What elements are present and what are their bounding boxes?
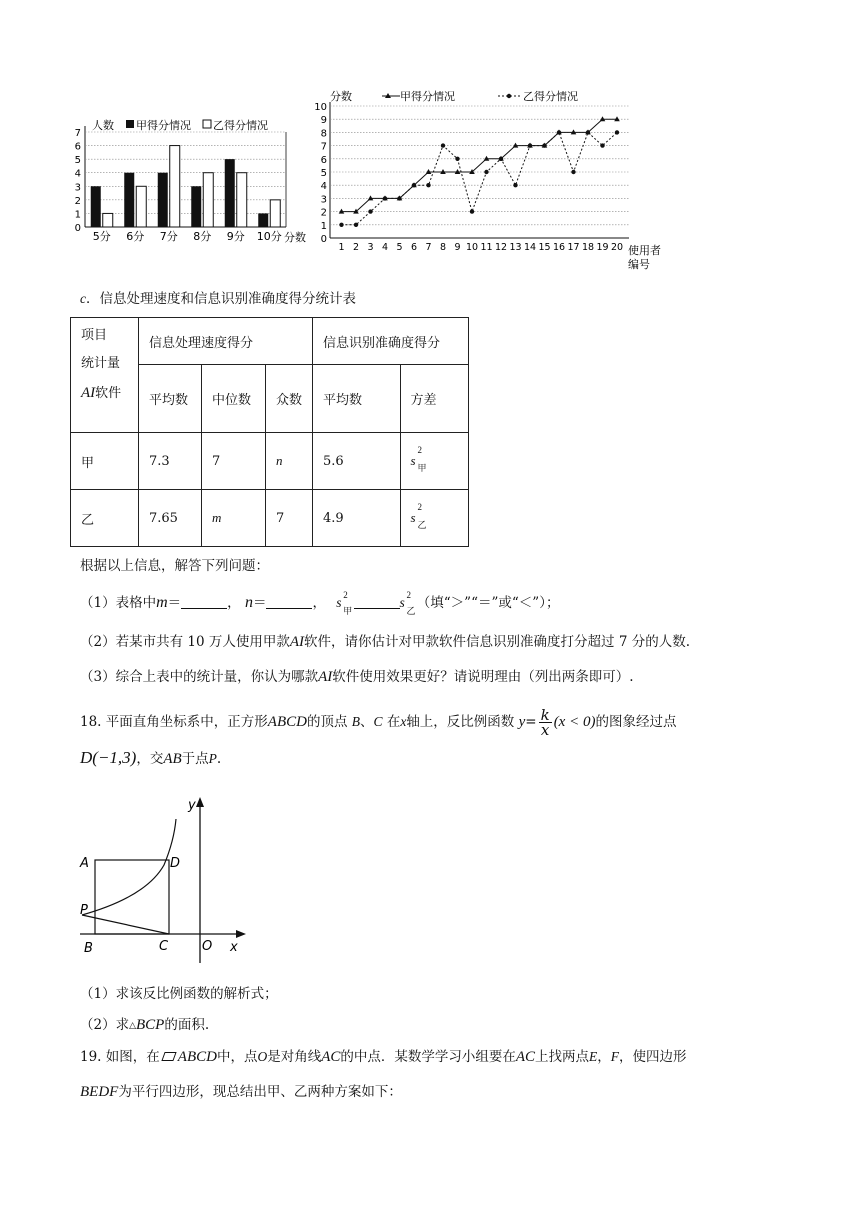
q19-AC2: AC: [515, 1049, 536, 1065]
q17-sup: 2: [406, 590, 412, 600]
point-jia: [614, 116, 620, 121]
q18-number: 18.: [80, 714, 102, 730]
row-yi-mode: 7: [266, 490, 313, 547]
q19-text-c: 是对角线: [267, 1049, 322, 1065]
point-yi: [484, 170, 488, 174]
col-mean-speed: 平均数: [139, 365, 202, 433]
q17-s-yi: s: [399, 595, 405, 610]
q17-sub-jia: 甲: [343, 606, 353, 616]
square-abcd: [95, 860, 169, 934]
line-y-tick-label: 9: [320, 115, 327, 127]
line-y-tick-label: 2: [320, 207, 327, 219]
table-header-software-label: 软件: [95, 386, 122, 401]
line-y-tick-label: 4: [320, 181, 327, 193]
point-yi: [499, 157, 503, 161]
line-x-tick-label: 9: [454, 242, 461, 253]
q18-eq: =: [525, 714, 537, 730]
q17-part1: [80, 590, 560, 616]
label-P: P: [80, 903, 88, 918]
bar-chart-ylabel: 人数: [92, 119, 114, 132]
label-A: A: [80, 856, 89, 871]
q19-text-d: 的中点．某数学学习小组要在: [340, 1049, 516, 1065]
bar-x-tick-label: 9分: [226, 230, 245, 243]
var-s: s: [410, 453, 416, 468]
legend-swatch-jia: [126, 120, 134, 128]
col-mean-accuracy: 平均数: [313, 365, 401, 433]
line-y-tick-label: 8: [320, 128, 327, 140]
line-legend-a: 甲得分情况: [400, 90, 455, 103]
q18-P: P: [208, 751, 217, 766]
bar-x-tick-label: 7分: [159, 230, 178, 243]
line-x-tick-label: 15: [538, 242, 551, 253]
answer-blank-compare[interactable]: [354, 594, 400, 609]
table-header-software: [81, 378, 138, 408]
q18-abcd: ABCD: [267, 714, 307, 730]
q18-text-f: ，交: [136, 751, 164, 767]
q17-p1-fill: （填“＞”“＝”或“＜”）；: [416, 595, 560, 611]
label-y: y: [188, 798, 196, 813]
table-header-ai: AI: [81, 385, 96, 401]
q18-line1: [80, 708, 676, 737]
var-sup: 2: [417, 502, 423, 512]
bar-chart: [72, 112, 322, 247]
q18-frac-x: x: [540, 721, 550, 739]
q18-frac-k: k: [540, 706, 550, 724]
q18-B: B: [351, 714, 360, 729]
q19-O: O: [257, 1049, 268, 1064]
row-jia-name: 甲: [71, 433, 139, 490]
point-yi: [600, 143, 604, 147]
q18-text-a: 平面直角坐标系中，正方形: [105, 714, 268, 730]
line-x-tick-label: 11: [480, 242, 493, 253]
line-chart-xlabel-1: 使用者: [628, 244, 661, 257]
line-x-tick-label: 19: [596, 242, 609, 253]
point-yi: [339, 223, 343, 227]
section-c-title: [80, 290, 356, 308]
bar-jia: [158, 173, 168, 227]
line-x-tick-label: 17: [567, 242, 580, 253]
q18-text-d: 轴上，反比例函数: [406, 714, 515, 730]
q17-intro: 根据以上信息，解答下列问题：: [80, 558, 269, 574]
q18-point-D: D(−1,3): [80, 748, 137, 767]
row-yi-median: m: [202, 490, 266, 547]
label-O: O: [202, 939, 213, 954]
bar-yi: [103, 213, 113, 227]
q17-p3-lead: （3）综合上表中的统计量，你认为哪款: [80, 669, 319, 685]
line-x-tick-label: 6: [410, 242, 418, 253]
q19-comma: ，: [597, 1049, 611, 1065]
line-x-tick-label: 20: [610, 242, 624, 253]
table-row: [71, 490, 469, 547]
row-jia-var: [400, 433, 468, 490]
point-yi: [383, 196, 387, 200]
bar-yi: [170, 146, 180, 227]
line-chart: [308, 86, 680, 276]
line-y-tick-label: 1: [320, 220, 327, 232]
q19-line2: [80, 1083, 402, 1101]
table-row: [71, 433, 469, 490]
q18-x: x: [400, 714, 407, 729]
point-yi: [615, 130, 619, 134]
q17-p1-n: n: [244, 594, 253, 611]
point-jia: [571, 129, 577, 134]
q18-figure: [76, 795, 256, 970]
table-header-accuracy: 信息识别准确度得分: [313, 318, 469, 365]
var-sub: 甲: [417, 463, 427, 473]
q18-s2-lead: （2）求: [80, 1017, 130, 1033]
label-B: B: [84, 941, 93, 956]
stats-table: [70, 317, 469, 547]
bar-jia: [258, 213, 268, 227]
bar-y-tick-label: 4: [74, 168, 81, 180]
point-yi: [426, 183, 430, 187]
row-yi-mean: 7.65: [139, 490, 202, 547]
bar-yi: [203, 173, 213, 227]
line-x-tick-label: 7: [425, 242, 432, 253]
point-yi: [586, 130, 590, 134]
var-sup: 2: [417, 445, 423, 455]
line-x-tick-label: 12: [494, 242, 508, 253]
q17-p1-m: m: [156, 594, 168, 611]
line-chart-ylabel: 分数: [330, 90, 352, 103]
line-x-tick-label: 8: [439, 242, 447, 253]
q18-y: y: [518, 714, 526, 730]
point-yi: [368, 209, 372, 213]
q17-s-jia: s: [336, 595, 342, 610]
line-y-tick-label: 0: [320, 234, 327, 245]
bar-x-tick-label: 10分: [256, 230, 282, 243]
line-x-tick-label: 18: [581, 242, 595, 253]
q18-sub2: [80, 1016, 209, 1035]
row-yi-name: 乙: [71, 490, 139, 547]
q17-p1-sep: ，: [227, 595, 241, 611]
bar-y-tick-label: 0: [74, 223, 81, 234]
q19-text-e: 上找两点: [535, 1049, 590, 1065]
point-yi: [354, 223, 358, 227]
line-x-tick-label: 3: [367, 242, 374, 253]
q17-p2-lead: （2）若某市共有 10 万人使用甲款: [80, 634, 290, 650]
line-legend-b: 乙得分情况: [523, 90, 578, 103]
col-variance: 方差: [400, 365, 468, 433]
q19-E: E: [589, 1049, 598, 1064]
q19-text-g: 为平行四边形，现总结出甲、乙两种方案如下：: [118, 1084, 402, 1100]
bar-yi: [136, 186, 146, 227]
q17-p1-sep2: ，: [312, 595, 326, 611]
q18-AB: AB: [163, 751, 182, 767]
legend-dot-marker: [507, 94, 511, 98]
line-y-tick-label: 5: [320, 168, 327, 179]
q18-text-g: 于点: [181, 751, 209, 767]
bar-y-tick-label: 7: [74, 128, 81, 139]
row-jia-mean2: 5.6: [313, 433, 401, 490]
point-yi: [571, 170, 575, 174]
point-jia: [600, 116, 606, 121]
bar-x-tick-label: 6分: [126, 230, 145, 243]
bar-x-tick-label: 8分: [193, 230, 212, 243]
label-D: D: [170, 856, 181, 871]
q17-p2-ai: AI: [289, 634, 305, 650]
q19-abcd: ABCD: [177, 1049, 217, 1065]
q19-number: 19.: [80, 1049, 102, 1065]
series-yi-line: [342, 132, 618, 224]
row-yi-var: [400, 490, 468, 547]
point-jia: [368, 195, 374, 200]
q18-s2-rest: 的面积.: [164, 1017, 210, 1033]
bar-chart-xlabel: 分数: [284, 231, 306, 244]
q19-text-a: 如图，在: [105, 1049, 160, 1065]
q18-dun: 、: [360, 714, 374, 730]
bar-legend-a: 甲得分情况: [136, 119, 191, 132]
bar-x-tick-label: 5分: [92, 230, 111, 243]
line-x-tick-label: 4: [381, 242, 389, 253]
q17-p2-rest: 软件，请你估计对甲款软件信息识别准确度打分超过 7 分的人数.: [304, 634, 690, 650]
triangle-icon: △: [129, 1021, 137, 1031]
q18-sub1: （1）求该反比例函数的解析式；: [80, 986, 278, 1002]
bar-y-tick-label: 1: [74, 209, 81, 221]
point-yi: [542, 143, 546, 147]
q18-period: .: [216, 751, 222, 767]
line-y-tick-label: 7: [320, 141, 327, 153]
var-s: s: [410, 510, 416, 525]
q18-text-e: 的图象经过点: [595, 714, 677, 730]
bar-jia: [191, 186, 201, 227]
point-yi: [528, 143, 532, 147]
point-yi: [470, 209, 474, 213]
y-axis-arrow-icon: [196, 797, 204, 807]
bar-jia: [124, 173, 134, 227]
line-x-tick-label: 16: [552, 242, 566, 253]
bar-y-tick-label: 6: [74, 141, 81, 153]
q18-condition: (x < 0): [553, 714, 596, 730]
row-yi-mean2: 4.9: [313, 490, 401, 547]
q17-part3: [80, 668, 634, 686]
q19-line1: [80, 1048, 687, 1066]
row-jia-mode: n: [266, 433, 313, 490]
legend-swatch-yi: [203, 120, 211, 128]
table-header-item: 项目: [81, 328, 108, 343]
q17-p3-rest: 软件使用效果更好？请说明理由（列出两条即可）.: [332, 669, 634, 685]
q19-text-b: 中，点: [216, 1049, 258, 1065]
q17-p1-eq1: ＝: [167, 595, 182, 611]
col-mode: 众数: [266, 365, 313, 433]
line-x-tick-label: 13: [509, 242, 522, 253]
line-chart-xlabel-2: 编号: [628, 258, 650, 271]
q19-bedf: BEDF: [80, 1084, 119, 1100]
bar-jia: [225, 159, 235, 227]
line-x-tick-label: 5: [396, 242, 403, 253]
point-yi: [441, 143, 445, 147]
q19-F: F: [610, 1049, 620, 1064]
q19-AC: AC: [321, 1049, 341, 1065]
bar-yi: [270, 200, 280, 227]
q17-sub-yi: 乙: [406, 606, 416, 616]
q18-C: C: [373, 714, 383, 729]
q17-p1-eq2: ＝: [252, 595, 267, 611]
row-jia-median: 7: [202, 433, 266, 490]
bar-y-tick-label: 3: [74, 182, 81, 194]
q17-p1-lead: （1）表格中: [80, 595, 157, 611]
q17-sup: 2: [343, 590, 348, 600]
bar-legend-b: 乙得分情况: [213, 119, 268, 132]
parallelogram-icon: [161, 1052, 176, 1061]
line-x-tick-label: 14: [523, 242, 537, 253]
bar-y-tick-label: 2: [74, 195, 81, 207]
q18-text-b: 的顶点: [306, 714, 348, 730]
q19-text-f: ，使四边形: [619, 1049, 687, 1065]
hyperbola-curve: [82, 819, 176, 915]
line-y-tick-label: 3: [320, 194, 327, 206]
answer-blank-n[interactable]: [266, 594, 312, 609]
line-y-tick-label: 10: [314, 102, 327, 113]
point-yi: [397, 196, 401, 200]
line-y-tick-label: 6: [320, 154, 327, 166]
bar-y-tick-label: 5: [74, 155, 81, 167]
q18-line2: [80, 749, 221, 768]
var-sub: 乙: [417, 520, 427, 530]
label-x: x: [230, 940, 238, 955]
point-yi: [412, 183, 416, 187]
line-x-tick-label: 2: [352, 242, 360, 253]
table-header-stat: 统计量: [81, 356, 121, 371]
col-median: 中位数: [202, 365, 266, 433]
section-c-letter: c: [80, 291, 86, 306]
label-C: C: [159, 939, 169, 954]
table-corner-cell: [71, 318, 139, 433]
bar-yi: [237, 173, 247, 227]
x-axis-arrow-icon: [236, 930, 246, 938]
point-yi: [513, 183, 517, 187]
q17-p3-ai: AI: [318, 669, 333, 685]
answer-blank-m[interactable]: [181, 594, 227, 609]
q17-part2: [80, 633, 690, 651]
q18-bcp: BCP: [136, 1017, 165, 1033]
section-c-text: ．信息处理速度和信息识别准确度得分统计表: [86, 291, 356, 307]
bar-jia: [91, 186, 101, 227]
row-jia-mean: 7.3: [139, 433, 202, 490]
q18-text-c: 在: [386, 714, 401, 730]
table-header-speed: 信息处理速度得分: [139, 318, 313, 365]
point-yi: [455, 157, 459, 161]
line-x-tick-label: 10: [465, 242, 479, 253]
point-yi: [557, 130, 561, 134]
line-x-tick-label: 1: [338, 242, 345, 253]
